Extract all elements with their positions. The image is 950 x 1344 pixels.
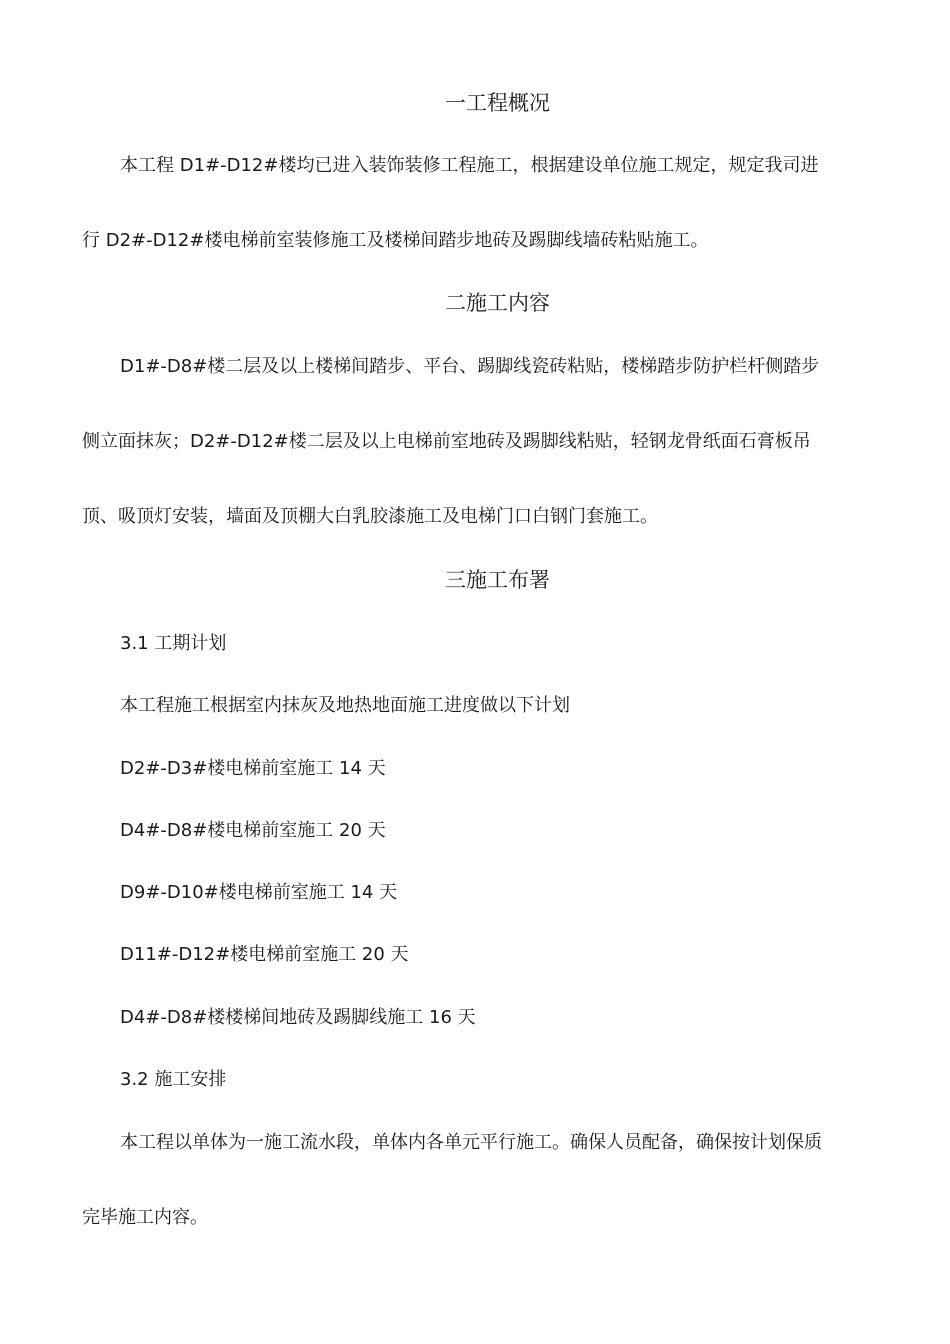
schedule-item-5: D4#-D8#楼楼梯间地砖及踢脚线施工 16 天 <box>120 1007 476 1028</box>
content-paragraph-line-1: D1#-D8#楼二层及以上楼梯间踏步、平台、踢脚线瓷砖粘贴，楼梯踏步防护栏杆侧踏步 <box>120 356 820 377</box>
arrangement-paragraph-line-1: 本工程以单体为一施工流水段，单体内各单元平行施工。确保人员配备，确保按计划保质 <box>120 1132 822 1153</box>
schedule-item-4: D11#-D12#楼电梯前室施工 20 天 <box>120 944 409 965</box>
overview-paragraph-line-1: 本工程 D1#-D12#楼均已进入装饰装修工程施工，根据建设单位施工规定，规定我司进 <box>120 155 819 176</box>
schedule-item-3: D9#-D10#楼电梯前室施工 14 天 <box>120 882 398 903</box>
arrangement-paragraph-line-2: 完毕施工内容。 <box>82 1207 208 1228</box>
section-heading-overview: 一工程概况 <box>445 91 550 115</box>
content-paragraph-line-2: 侧立面抹灰；D2#-D12#楼二层及以上电梯前室地砖及踢脚线粘贴，轻钢龙骨纸面石膏板吊 <box>82 431 811 452</box>
section-heading-arrangement: 三施工布署 <box>445 568 550 592</box>
schedule-item-1: D2#-D3#楼电梯前室施工 14 天 <box>120 758 386 779</box>
schedule-intro-text: 本工程施工根据室内抹灰及地热地面施工进度做以下计划 <box>120 695 570 716</box>
subsection-title-schedule: 3.1 工期计划 <box>120 633 227 654</box>
schedule-item-2: D4#-D8#楼电梯前室施工 20 天 <box>120 820 386 841</box>
content-paragraph-line-3: 顶、吸顶灯安装，墙面及顶棚大白乳胶漆施工及电梯门口白钢门套施工。 <box>82 506 658 527</box>
overview-paragraph-line-2: 行 D2#-D12#楼电梯前室装修施工及楼梯间踏步地砖及踢脚线墙砖粘贴施工。 <box>82 230 709 251</box>
subsection-title-arrangement: 3.2 施工安排 <box>120 1069 227 1090</box>
section-heading-content: 二施工内容 <box>445 291 550 315</box>
